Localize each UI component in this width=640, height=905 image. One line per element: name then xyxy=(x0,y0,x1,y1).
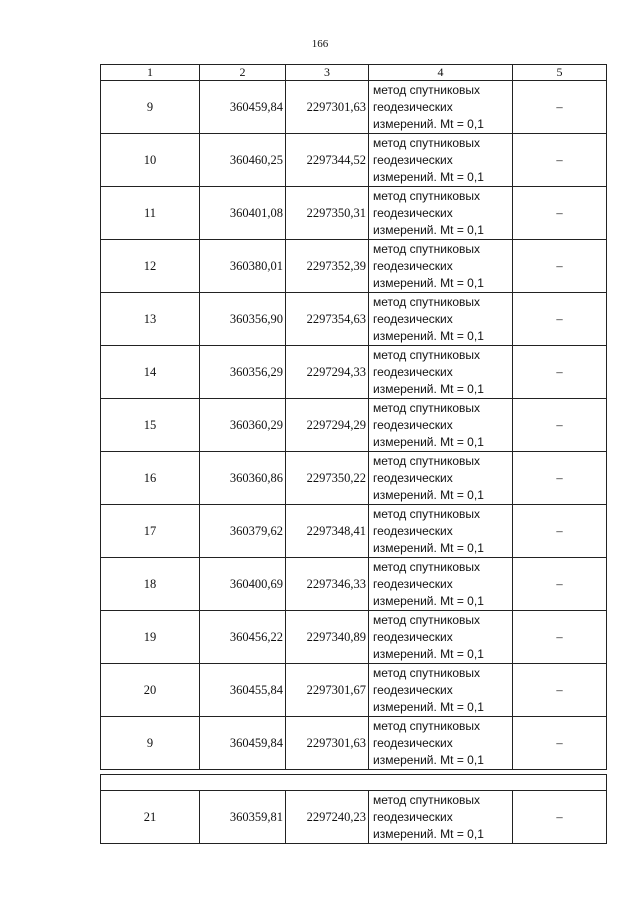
note-cell: – xyxy=(513,611,607,664)
point-number-cell: 20 xyxy=(101,664,200,717)
method-line: измерений. Mt = 0,1 xyxy=(373,169,484,184)
separator-cell xyxy=(101,775,607,791)
table-row xyxy=(101,664,607,717)
x-coordinate-cell: 360460,25 xyxy=(200,134,286,187)
method-cell xyxy=(369,611,513,664)
x-coordinate-cell: 360360,29 xyxy=(200,399,286,452)
page-number: 166 xyxy=(311,38,329,50)
method-line: метод спутниковых xyxy=(373,188,481,203)
table-row xyxy=(101,187,607,240)
method-cell xyxy=(369,717,513,770)
point-number-cell: 10 xyxy=(101,134,200,187)
table-row xyxy=(101,505,607,558)
method-line: метод спутниковых xyxy=(373,294,481,309)
header-cell-1: 1 xyxy=(101,65,200,81)
x-coordinate-cell: 360360,86 xyxy=(200,452,286,505)
y-coordinate-cell: 2297348,41 xyxy=(286,505,369,558)
method-line: геодезических xyxy=(373,576,453,591)
method-line: геодезических xyxy=(373,523,453,538)
method-cell xyxy=(369,664,513,717)
separator-row xyxy=(101,775,607,791)
coordinates-table xyxy=(100,64,607,844)
method-line: измерений. Mt = 0,1 xyxy=(373,116,484,131)
point-number-cell: 17 xyxy=(101,505,200,558)
method-cell xyxy=(369,505,513,558)
header-cell-3: 3 xyxy=(286,65,369,81)
method-cell xyxy=(369,134,513,187)
method-line: измерений. Mt = 0,1 xyxy=(373,381,484,396)
method-line: геодезических xyxy=(373,735,453,750)
x-coordinate-cell: 360356,29 xyxy=(200,346,286,399)
x-coordinate-cell: 360380,01 xyxy=(200,240,286,293)
x-coordinate-cell: 360455,84 xyxy=(200,664,286,717)
table-row xyxy=(101,81,607,134)
note-cell: – xyxy=(513,664,607,717)
method-line: измерений. Mt = 0,1 xyxy=(373,593,484,608)
x-coordinate-cell: 360459,84 xyxy=(200,81,286,134)
x-coordinate-cell: 360356,90 xyxy=(200,293,286,346)
method-line: метод спутниковых xyxy=(373,453,481,468)
x-coordinate-cell: 360401,08 xyxy=(200,187,286,240)
note-cell: – xyxy=(513,134,607,187)
y-coordinate-cell: 2297344,52 xyxy=(286,134,369,187)
table-row xyxy=(101,558,607,611)
table-row xyxy=(101,134,607,187)
method-line: геодезических xyxy=(373,809,453,824)
point-number-cell: 19 xyxy=(101,611,200,664)
note-cell: – xyxy=(513,717,607,770)
y-coordinate-cell: 2297301,67 xyxy=(286,664,369,717)
point-number-cell: 9 xyxy=(101,81,200,134)
y-coordinate-cell: 2297346,33 xyxy=(286,558,369,611)
note-cell: – xyxy=(513,558,607,611)
table-row xyxy=(101,717,607,770)
x-coordinate-cell: 360456,22 xyxy=(200,611,286,664)
method-line: измерений. Mt = 0,1 xyxy=(373,540,484,555)
method-line: измерений. Mt = 0,1 xyxy=(373,487,484,502)
method-line: измерений. Mt = 0,1 xyxy=(373,699,484,714)
method-line: геодезических xyxy=(373,364,453,379)
table-row xyxy=(101,611,607,664)
point-number-cell: 16 xyxy=(101,452,200,505)
table-row xyxy=(101,452,607,505)
point-number-cell: 15 xyxy=(101,399,200,452)
table-row xyxy=(101,240,607,293)
method-line: геодезических xyxy=(373,470,453,485)
y-coordinate-cell: 2297301,63 xyxy=(286,81,369,134)
note-cell: – xyxy=(513,240,607,293)
method-line: геодезических xyxy=(373,682,453,697)
point-number-cell: 14 xyxy=(101,346,200,399)
note-cell: – xyxy=(513,505,607,558)
method-cell xyxy=(369,187,513,240)
header-cell-2: 2 xyxy=(200,65,286,81)
y-coordinate-cell: 2297354,63 xyxy=(286,293,369,346)
note-cell: – xyxy=(513,399,607,452)
table-header-row xyxy=(101,65,607,81)
y-coordinate-cell: 2297301,63 xyxy=(286,717,369,770)
method-line: измерений. Mt = 0,1 xyxy=(373,646,484,661)
table-row xyxy=(101,346,607,399)
x-coordinate-cell: 360379,62 xyxy=(200,505,286,558)
method-line: метод спутниковых xyxy=(373,82,481,97)
method-line: геодезических xyxy=(373,205,453,220)
method-cell xyxy=(369,452,513,505)
method-cell xyxy=(369,293,513,346)
header-cell-5: 5 xyxy=(513,65,607,81)
method-cell xyxy=(369,81,513,134)
y-coordinate-cell: 2297352,39 xyxy=(286,240,369,293)
method-line: метод спутниковых xyxy=(373,718,481,733)
point-number-cell: 18 xyxy=(101,558,200,611)
x-coordinate-cell: 360400,69 xyxy=(200,558,286,611)
method-cell xyxy=(369,346,513,399)
method-line: метод спутниковых xyxy=(373,559,481,574)
y-coordinate-cell: 2297294,33 xyxy=(286,346,369,399)
point-number-cell: 21 xyxy=(101,791,200,844)
method-line: метод спутниковых xyxy=(373,135,481,150)
note-cell: – xyxy=(513,187,607,240)
method-line: геодезических xyxy=(373,629,453,644)
method-line: геодезических xyxy=(373,258,453,273)
method-line: измерений. Mt = 0,1 xyxy=(373,434,484,449)
y-coordinate-cell: 2297350,31 xyxy=(286,187,369,240)
method-line: метод спутниковых xyxy=(373,400,481,415)
method-cell xyxy=(369,791,513,844)
method-cell xyxy=(369,240,513,293)
method-line: метод спутниковых xyxy=(373,347,481,362)
point-number-cell: 12 xyxy=(101,240,200,293)
point-number-cell: 11 xyxy=(101,187,200,240)
header-cell-4: 4 xyxy=(369,65,513,81)
note-cell: – xyxy=(513,81,607,134)
method-line: метод спутниковых xyxy=(373,665,481,680)
x-coordinate-cell: 360359,81 xyxy=(200,791,286,844)
table-row xyxy=(101,293,607,346)
point-number-cell: 13 xyxy=(101,293,200,346)
method-line: метод спутниковых xyxy=(373,612,481,627)
y-coordinate-cell: 2297240,23 xyxy=(286,791,369,844)
method-line: измерений. Mt = 0,1 xyxy=(373,328,484,343)
method-cell xyxy=(369,399,513,452)
method-line: геодезических xyxy=(373,417,453,432)
table-row xyxy=(101,399,607,452)
method-line: метод спутниковых xyxy=(373,792,481,807)
note-cell: – xyxy=(513,452,607,505)
y-coordinate-cell: 2297350,22 xyxy=(286,452,369,505)
note-cell: – xyxy=(513,293,607,346)
point-number-cell: 9 xyxy=(101,717,200,770)
method-line: метод спутниковых xyxy=(373,241,481,256)
y-coordinate-cell: 2297294,29 xyxy=(286,399,369,452)
method-line: геодезических xyxy=(373,99,453,114)
note-cell: – xyxy=(513,346,607,399)
method-line: измерений. Mt = 0,1 xyxy=(373,826,484,841)
method-line: геодезических xyxy=(373,152,453,167)
method-cell xyxy=(369,558,513,611)
method-line: измерений. Mt = 0,1 xyxy=(373,752,484,767)
method-line: геодезических xyxy=(373,311,453,326)
table-row xyxy=(101,791,607,844)
method-line: измерений. Mt = 0,1 xyxy=(373,222,484,237)
method-line: измерений. Mt = 0,1 xyxy=(373,275,484,290)
x-coordinate-cell: 360459,84 xyxy=(200,717,286,770)
note-cell: – xyxy=(513,791,607,844)
method-line: метод спутниковых xyxy=(373,506,481,521)
y-coordinate-cell: 2297340,89 xyxy=(286,611,369,664)
